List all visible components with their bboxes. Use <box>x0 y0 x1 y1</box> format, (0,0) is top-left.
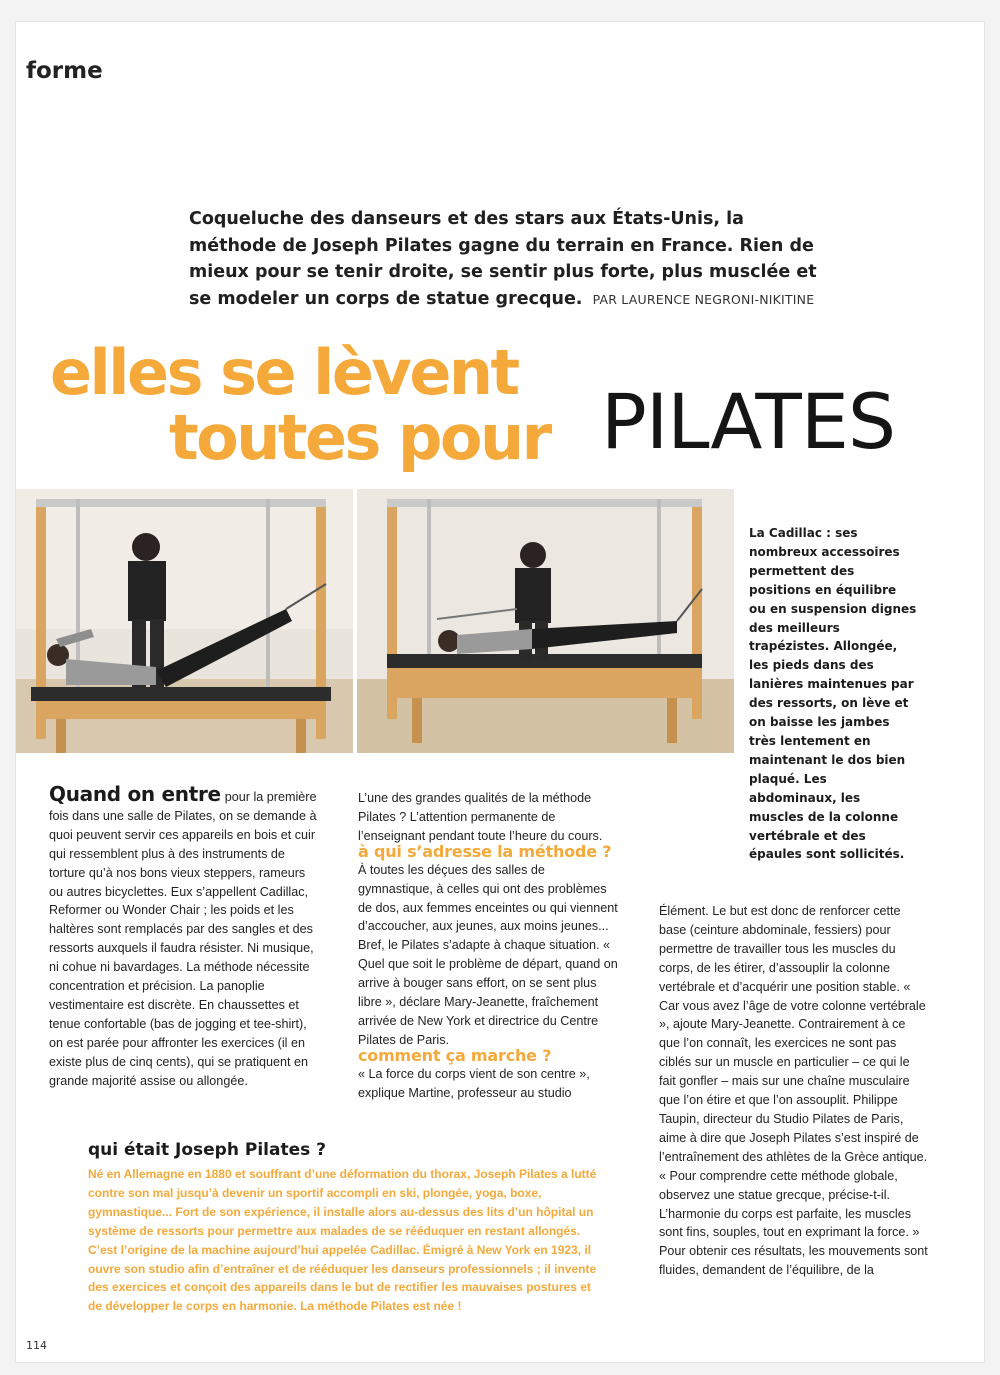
section-label: forme <box>26 58 103 84</box>
column-1-text: pour la première fois dans une salle de Pilates, on se demande à quoi peuvent servir ces appareils en bois et cuir qui ressemblent plus à des instruments de torture qu’à nos bons vieux steppers, rameurs ou autres bicyclettes. Eux s’appellent Cadillac, Reformer ou Wonder Chair ; les poids et les haltères sont remplacés par des sangles et des ressorts auxquels il faudra résister. Ni musique, ni cohue ni bavardages. La méthode nécessite concentration et précision. La panoplie vestimentaire est discrète. En chaussettes et tenue confortable (bas de jogging et tee-shirt), on est parée pour affronter les exercices (il en existe plus de cinq cents), qui se pratiquent en grande majorité assise ou allongée. <box>49 790 317 1088</box>
photo-cadillac-legs-raised <box>16 489 353 753</box>
sidebar-box-title: qui était Joseph Pilates ? <box>88 1140 326 1160</box>
column-2-paragraph-3: « La force du corps vient de son centre », explique Martine, professeur au studio <box>358 1066 590 1100</box>
photo-illustration <box>16 489 353 753</box>
article-column-2 <box>358 789 623 1103</box>
headline-line-2: toutes pour <box>169 401 550 474</box>
photo-cadillac-legs-lowered <box>357 489 734 753</box>
page-number: 114 <box>26 1339 47 1352</box>
intro-text: Coqueluche des danseurs et des stars aux États-Unis, la méthode de Joseph Pilates gagne du terrain en France. Rien de mieux pour se tenir droite, se sentir plus forte, plus musclée et se modeler un corps de statue grecque. <box>189 209 817 309</box>
byline: PAR LAURENCE NEGRONI-NIKITINE <box>592 291 815 307</box>
headline-pilates: PILATES <box>601 377 896 466</box>
subhead-who-for: à qui s’adresse la méthode ? <box>358 841 612 861</box>
photo-illustration <box>357 489 734 753</box>
intro-standfirst <box>189 206 829 312</box>
article-column-3 <box>659 902 929 1280</box>
photo-caption: La Cadillac : ses nombreux accessoires permettent des positions en équilibre ou en suspension dignes des meilleurs trapézistes. Allongée, les pieds dans des lanières maintenues par des ressorts, on lève et on baisse les jambes très lentement en maintenant le dos bien plaqué. Les abdominaux, les muscles de la colonne vertébrale et des épaules sont sollicités. <box>749 526 917 862</box>
column-3-text: Élément. Le but est donc de renforcer cette base (ceinture abdominale, fessiers) pour permettre de travailler tous les muscles du corps, de les étirer, d’assouplir la colonne vertébrale et d’acquérir une position stable. « Car vous avez l’âge de votre colonne vertébrale », ajoute Mary-Jeanette. Contrairement à ce que l’on connaît, les exercices ne sont pas ciblés sur un muscle en particulier – ce qui le fait gonfler – mais sur une chaîne musculaire que l’on étire et que l’on assouplit. Philippe Taupin, directeur du Studio Pilates de Paris, aime à dire que Joseph Pilates s’est inspiré de l’entraînement des athlètes de la Grèce antique. « Pour comprendre cette méthode globale, observez une statue grecque, précise-t-il. L’harmonie du corps est parfaite, les muscles sont fins, souples, tout en exprimant la force. » Pour obtenir ces résultats, les mouvements sont fluides, demandent de l’équilibre, de la <box>659 904 928 1278</box>
column-2-paragraph-1: L’une des grandes qualités de la méthode Pilates ? L’attention permanente de l’enseignant pendant toute l’heure du cours. <box>358 791 603 843</box>
subhead-how-it-works: comment ça marche ? <box>358 1045 552 1065</box>
sidebar-box-text: Né en Allemagne en 1880 et souffrant d’une déformation du thorax, Joseph Pilates a lutté contre son mal jusqu’à devenir un sportif accompli en ski, plongée, yoga, boxe, gymnastique... Fort de son expérience, il installe alors au-dessus des lits d’un hôpital un système de ressorts pour permettre aux malades de se rééduquer en restant allongés. C’est l’origine de la machine aujourd’hui appelée Cadillac. Émigré à New York en 1923, il ouvre son studio afin d’entraîner et de rééduquer les danseurs professionnels ; il invente des exercices et conçoit des appareils dans le but de rectifier les mauvaises postures et de développer le corps en harmonie. La méthode Pilates est née ! <box>88 1167 597 1314</box>
lead-in: Quand on entre <box>49 782 221 806</box>
article-column-1 <box>49 782 321 1091</box>
column-2-paragraph-2: À toutes les déçues des salles de gymnastique, à celles qui ont des problèmes de dos, aux femmes enceintes ou qui viennent d’accoucher, aux jeunes, aux moins jeunes... Bref, le Pilates s’adapte à chaque situation. « Quel que soit le problème de départ, quand on arrive à bouger sans effort, on se sent plus libre », déclare Mary-Jeanette, fraîchement arrivée de New York et directrice du Centre Pilates de Paris. <box>358 862 618 1047</box>
headline-line-1: elles se lèvent <box>50 336 518 409</box>
magazine-page <box>16 22 984 1362</box>
